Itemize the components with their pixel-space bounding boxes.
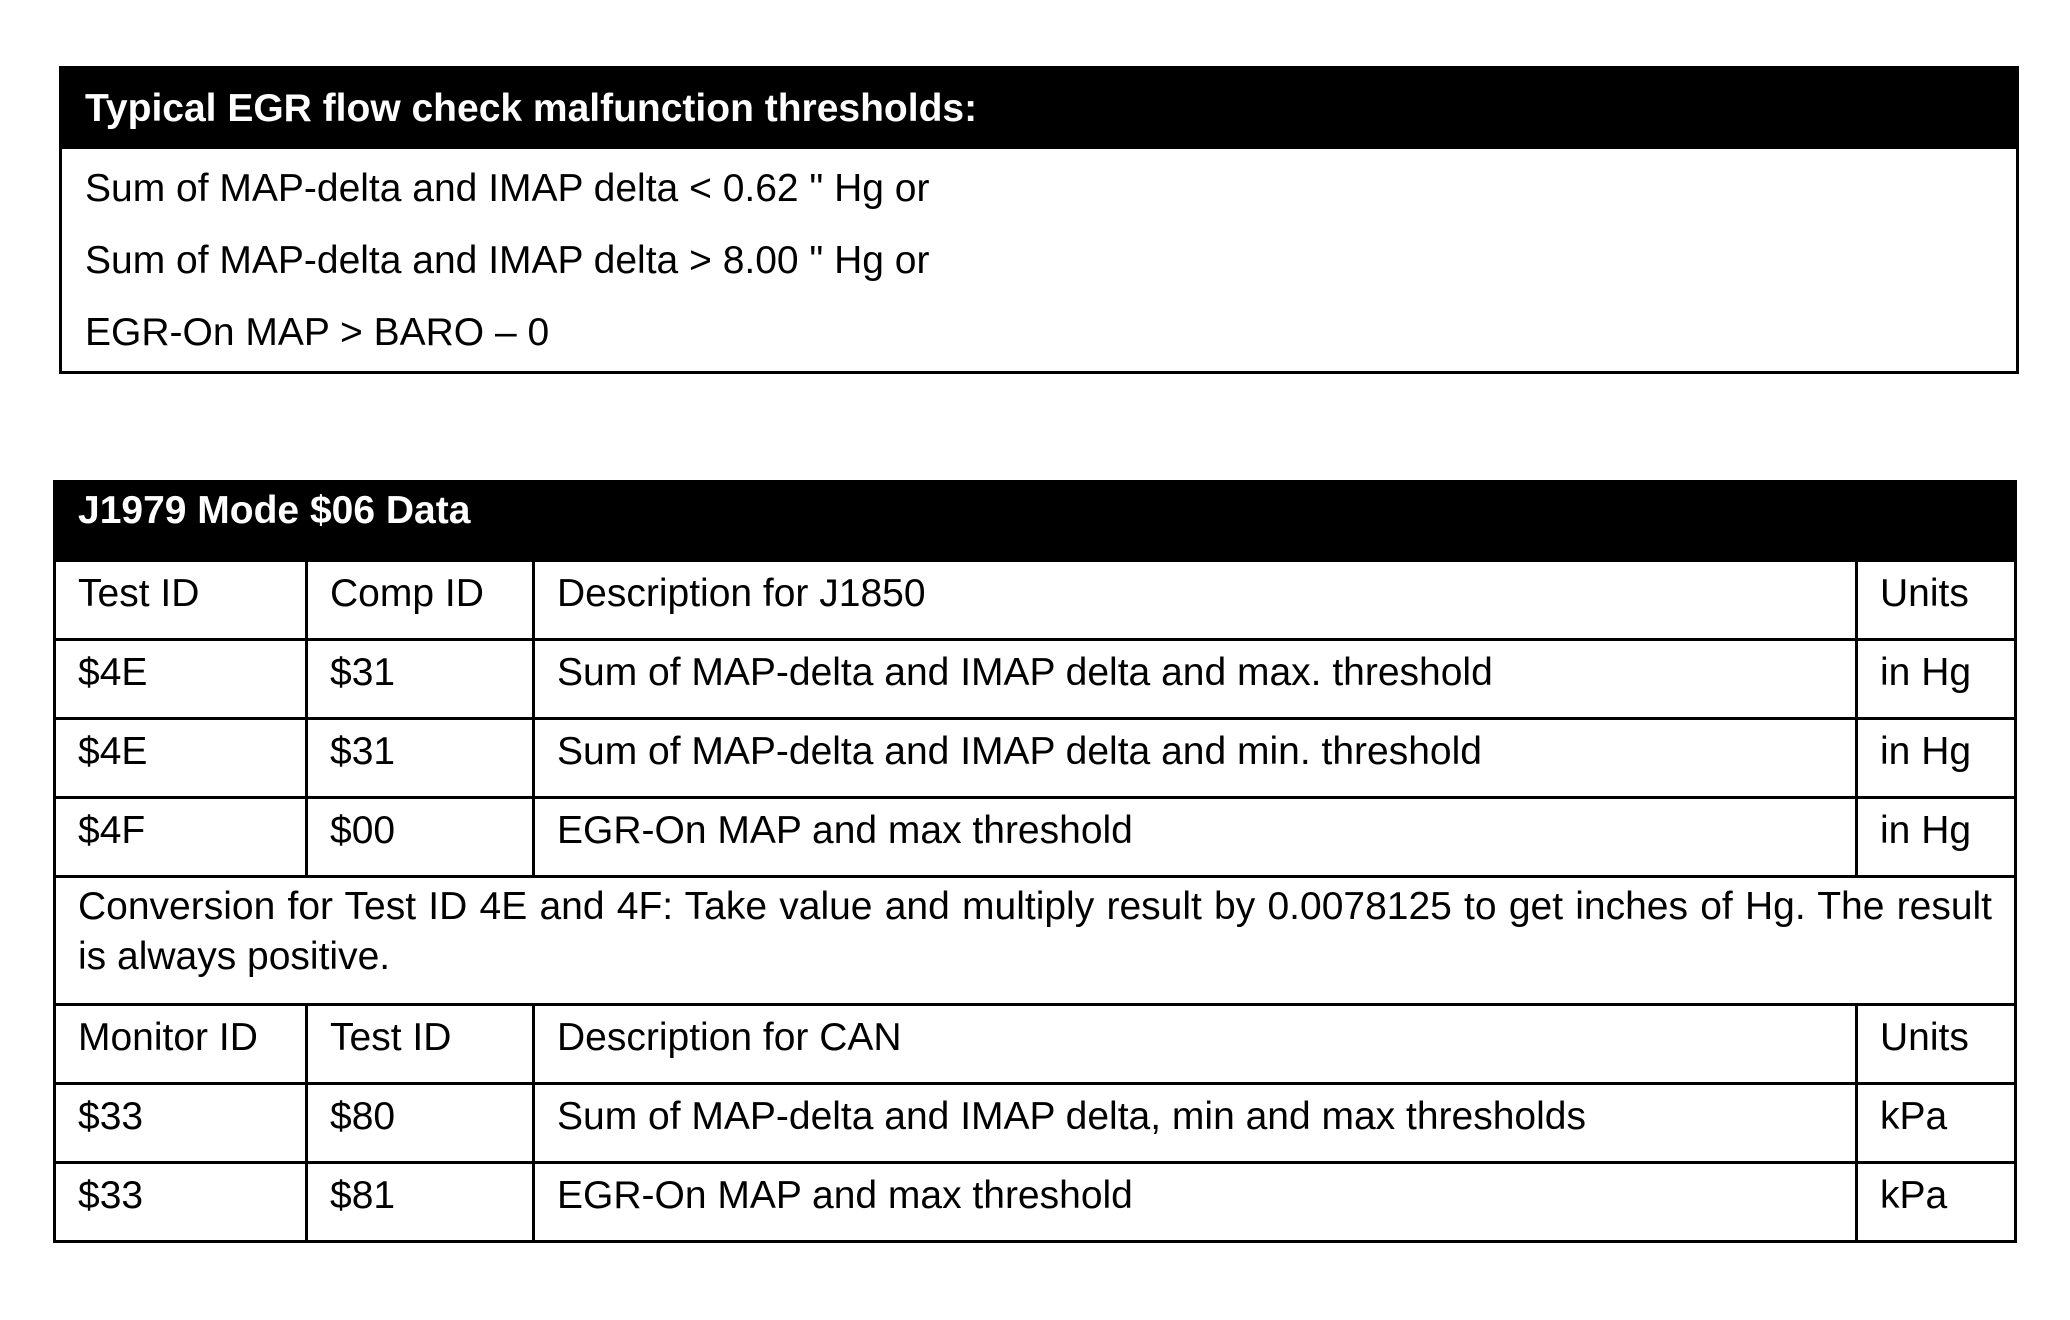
- description-cell: Sum of MAP-delta and IMAP delta and max. threshold: [534, 640, 1857, 719]
- description-cell: EGR-On MAP and max threshold: [534, 798, 1857, 877]
- egr-thresholds-box: [59, 66, 2019, 374]
- egr-thresholds-title: Typical EGR flow check malfunction thresholds:: [62, 69, 2016, 149]
- column-header: Comp ID: [307, 561, 534, 640]
- column-header: Units: [1857, 561, 2016, 640]
- column-header: Test ID: [55, 561, 307, 640]
- column-header: Test ID: [307, 1005, 534, 1084]
- test-id-cell: $4F: [55, 798, 307, 877]
- mode06-title-row: [55, 482, 2016, 561]
- test-id-cell: $80: [307, 1084, 534, 1163]
- comp-id-cell: $00: [307, 798, 534, 877]
- table-row: [55, 798, 2016, 877]
- column-header: Monitor ID: [55, 1005, 307, 1084]
- threshold-line: EGR-On MAP > BARO – 0: [85, 311, 550, 354]
- column-header: Description for CAN: [534, 1005, 1857, 1084]
- column-header: Units: [1857, 1005, 2016, 1084]
- units-cell: in Hg: [1857, 719, 2016, 798]
- description-cell: EGR-On MAP and max threshold: [534, 1163, 1857, 1242]
- mode06-table: [53, 480, 2017, 1243]
- conversion-note-row: [55, 877, 2016, 1005]
- threshold-line: Sum of MAP-delta and IMAP delta > 8.00 " Hg or: [85, 239, 930, 282]
- mode06-title: J1979 Mode $06 Data: [55, 482, 2016, 561]
- units-cell: in Hg: [1857, 640, 2016, 719]
- comp-id-cell: $31: [307, 640, 534, 719]
- units-cell: kPa: [1857, 1084, 2016, 1163]
- test-id-cell: $4E: [55, 719, 307, 798]
- monitor-id-cell: $33: [55, 1084, 307, 1163]
- table-row: [55, 1084, 2016, 1163]
- can-header-row: [55, 1005, 2016, 1084]
- description-cell: Sum of MAP-delta and IMAP delta and min. threshold: [534, 719, 1857, 798]
- test-id-cell: $4E: [55, 640, 307, 719]
- description-cell: Sum of MAP-delta and IMAP delta, min and max thresholds: [534, 1084, 1857, 1163]
- column-header: Description for J1850: [534, 561, 1857, 640]
- table-row: [55, 640, 2016, 719]
- comp-id-cell: $31: [307, 719, 534, 798]
- table-row: [55, 719, 2016, 798]
- table-row: [55, 1163, 2016, 1242]
- monitor-id-cell: $33: [55, 1163, 307, 1242]
- test-id-cell: $81: [307, 1163, 534, 1242]
- conversion-note: Conversion for Test ID 4E and 4F: Take value and multiply result by 0.0078125 to get inches of Hg. The result is always positive.: [55, 877, 2016, 1005]
- units-cell: in Hg: [1857, 798, 2016, 877]
- egr-thresholds-list: [62, 149, 2016, 369]
- j1850-header-row: [55, 561, 2016, 640]
- threshold-line: Sum of MAP-delta and IMAP delta < 0.62 " Hg or: [85, 167, 930, 210]
- units-cell: kPa: [1857, 1163, 2016, 1242]
